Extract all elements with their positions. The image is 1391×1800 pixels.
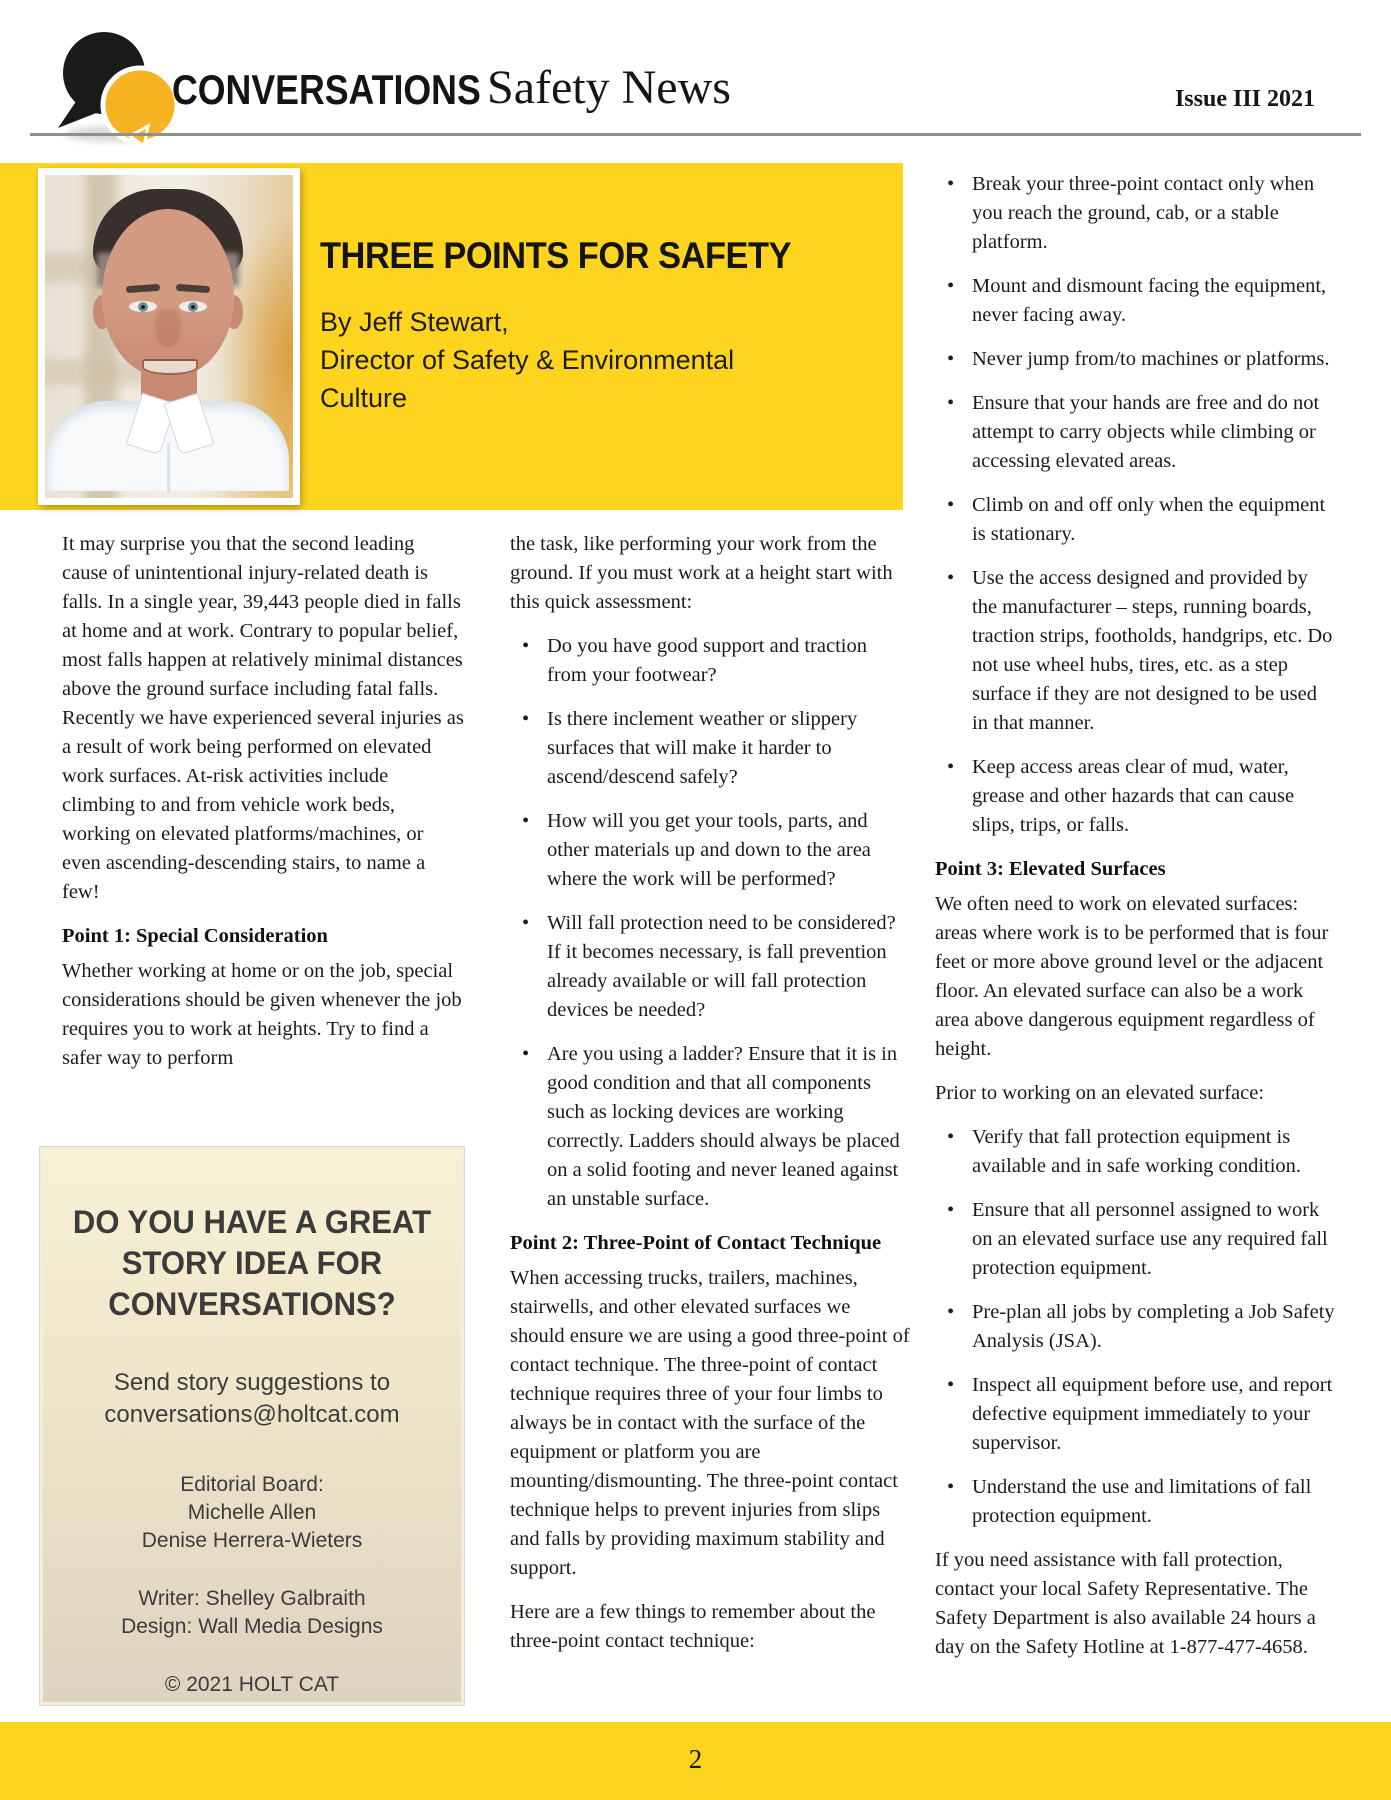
bullet-item: • Climb on and off only when the equipment is stationary.	[935, 491, 1337, 549]
point1-paragraph: Whether working at home or on the job, special considerations should be given whenever the job requires you to work at heights. Try to find a safer way to perform	[62, 960, 462, 1069]
author-photo-image	[45, 175, 293, 498]
issue-label: Issue III 2021	[1174, 86, 1315, 112]
logo-wordmark: CONVERSATIONS	[172, 66, 481, 113]
bullet-item: • Never jump from/to machines or platforms.	[935, 345, 1337, 374]
bullet-item: • Pre-plan all jobs by completing a Job Safety Analysis (JSA).	[935, 1298, 1337, 1356]
elevated-bullet-list	[935, 1123, 1337, 1531]
bullet-item: • Ensure that your hands are free and do not attempt to carry objects while climbing or accessing elevated areas.	[935, 389, 1337, 476]
story-email: conversations@holtcat.com	[104, 1401, 400, 1428]
masthead-divider	[30, 133, 1361, 136]
story-box-subheading: Send story suggestions to conversations@holtcat.com	[43, 1367, 461, 1431]
column-right	[935, 170, 1337, 1677]
story-idea-box	[40, 1147, 464, 1705]
point3-paragraph: We often need to work on elevated surfaces: areas where work is to be performed that is four feet or more above ground level or the adjacent floor. An elevated surface can also be a work area above dangerous equipment regardless of height.	[935, 893, 1329, 1060]
assessment-bullet-list	[510, 632, 910, 1214]
point2-paragraph: When accessing trucks, trailers, machines, stairwells, and other elevated surfaces we should ensure we are using a good three-point of contact technique. The three-point of contact technique requires three of your four limbs to always be in contact with the surface of the equipment or platform you are mounting/dismounting. The three-point contact technique helps to prevent injuries from slips and falls by providing maximum stability and support.	[510, 1267, 910, 1579]
bullet-item: • Are you using a ladder? Ensure that it is in good condition and that all components such as locking devices are working correctly. Ladders should always be placed on a solid footing and never leaned against an unstable surface.	[510, 1040, 910, 1214]
bullet-item: • Is there inclement weather or slippery surfaces that will make it harder to ascend/descend safely?	[510, 705, 910, 792]
point2-outro: Here are a few things to remember about the three-point contact technique:	[510, 1601, 876, 1652]
article-title: THREE POINTS FOR SAFETY	[320, 235, 792, 276]
point1-heading: Point 1: Special Consideration	[62, 925, 328, 947]
article-byline	[320, 303, 734, 417]
editorial-label: Editorial Board:	[180, 1473, 324, 1496]
bullet-item: • Understand the use and limitations of fall protection equipment.	[935, 1473, 1337, 1531]
author-photo	[38, 168, 300, 505]
point3-heading: Point 3: Elevated Surfaces	[935, 858, 1166, 880]
photo-face	[102, 209, 234, 377]
footer-bar	[0, 1722, 1391, 1800]
bullet-item: • Ensure that all personnel assigned to work on an elevated surface use any required fall protection equipment.	[935, 1196, 1337, 1283]
bullet-item: • Use the access designed and provided by the manufacturer – steps, running boards, traction strips, footholds, handgrips, etc. Do not use wheel hubs, tires, etc. as a step surface if they are not designed to be used in that manner.	[935, 564, 1337, 738]
bullet-item: • Verify that fall protection equipment is available and in safe working condition.	[935, 1123, 1337, 1181]
intro-paragraph: It may surprise you that the second leading cause of unintentional injury-related death is falls. In a single year, 39,443 people died in falls at home and at work. Contrary to popular belief, most falls happen at relatively minimal distances above the ground surface including fatal falls. Recently we have experienced several injuries as a result of work being performed on elevated work surfaces. At-risk activities include climbing to and from vehicle work beds, working on elevated platforms/machines, or even ascending-descending stairs, to name a few!	[62, 533, 464, 903]
editorial-board	[43, 1471, 461, 1555]
editorial-member: Denise Herrera-Wieters	[141, 1529, 363, 1552]
byline-line: Director of Safety & Environmental	[320, 345, 735, 375]
assessment-intro: the task, like performing your work from the ground. If you must work at a height start with this quick assessment:	[510, 533, 893, 613]
credits	[43, 1585, 461, 1641]
bullet-item: • Mount and dismount facing the equipment, never facing away.	[935, 272, 1337, 330]
bullet-item: • Will fall protection need to be considered? If it becomes necessary, is fall prevention already available or will fall protection devices be needed?	[510, 909, 910, 1025]
column-middle	[510, 530, 910, 1671]
page-number: 2	[688, 1744, 703, 1774]
byline-line: Culture	[320, 383, 408, 413]
story-box-heading: DO YOU HAVE A GREAT STORY IDEA FOR CONVERSATIONS?	[72, 1204, 432, 1322]
point2-heading: Point 2: Three-Point of Contact Technique	[510, 1232, 882, 1254]
prior-label: Prior to working on an elevated surface:	[935, 1082, 1265, 1104]
bullet-item: • Do you have good support and traction from your footwear?	[510, 632, 910, 690]
newsletter-title: Safety News	[487, 61, 731, 114]
editorial-member: Michelle Allen	[187, 1501, 317, 1524]
closing-paragraph: If you need assistance with fall protection, contact your local Safety Representative. The Safety Department is also available 24 hours a day on the Safety Hotline at 1-877-477-4658.	[935, 1549, 1316, 1658]
byline-line: By Jeff Stewart,	[320, 307, 509, 337]
column-left	[62, 530, 464, 1088]
writer-credit: Writer: Shelley Galbraith	[138, 1587, 366, 1610]
bullet-item: • How will you get your tools, parts, and other materials up and down to the area where the work will be performed?	[510, 807, 910, 894]
hero-banner	[0, 163, 903, 510]
bullet-item: • Keep access areas clear of mud, water, grease and other hazards that can cause slips, trips, or falls.	[935, 753, 1337, 840]
bullet-item: • Inspect all equipment before use, and report defective equipment immediately to your supervisor.	[935, 1371, 1337, 1458]
conversations-logo-icon	[52, 28, 187, 146]
copyright: © 2021 HOLT CAT	[164, 1673, 340, 1696]
bullet-item: • Break your three-point contact only when you reach the ground, cab, or a stable platform.	[935, 170, 1337, 257]
design-credit: Design: Wall Media Designs	[121, 1615, 383, 1638]
contact-bullet-list	[935, 170, 1337, 840]
